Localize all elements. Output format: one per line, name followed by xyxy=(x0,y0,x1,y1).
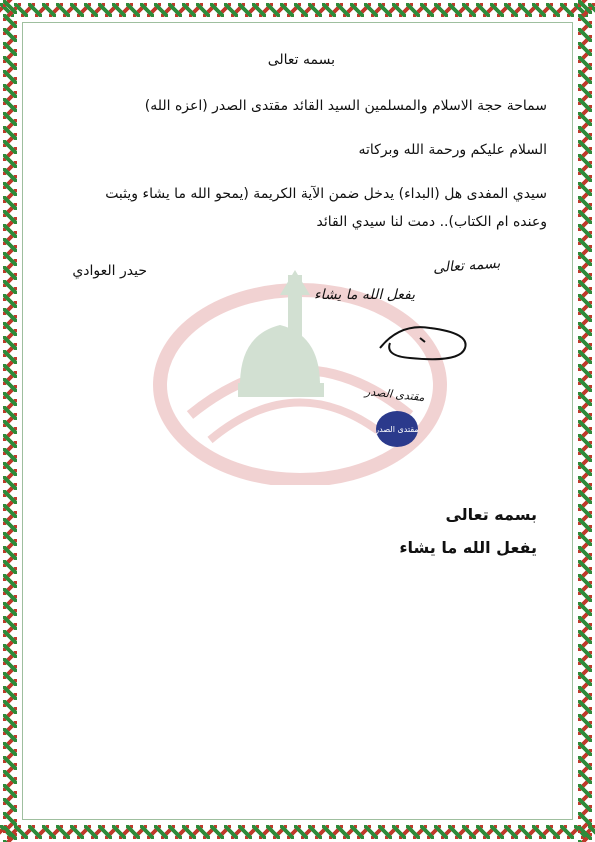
addressee-line: سماحة حجة الاسلام والمسلمين السيد القائد مقتدى الصدر (اعزه الله) xyxy=(144,98,547,114)
signature-name: مقتدى الصدر xyxy=(364,384,426,405)
basmala-heading: بسمه تعالى xyxy=(267,52,335,68)
seal-text: مقتدى الصدر xyxy=(375,424,419,434)
decorative-border-left xyxy=(0,0,20,842)
blue-seal-stamp xyxy=(376,411,418,447)
question-line-1: سيدي المفدى هل (البداء) يدخل ضمن الآية الكريمة (يمحو الله ما يشاء ويثبت xyxy=(105,186,547,202)
reply-answer: يفعل الله ما يشاء xyxy=(399,538,537,557)
handwritten-reply-line: يفعل الله ما يشاء xyxy=(314,287,415,303)
handwritten-signature xyxy=(370,318,480,378)
reply-basmala: بسمه تعالى xyxy=(445,505,537,524)
greeting-line: السلام عليكم ورحمة الله وبركاته xyxy=(358,142,547,158)
decorative-border-bottom xyxy=(0,822,595,842)
handwritten-basmala: بسمه تعالى xyxy=(432,255,501,277)
sender-name: حيدر العوادي xyxy=(72,263,147,279)
decorative-border-right xyxy=(575,0,595,842)
question-line-2: وعنده ام الكتاب).. دمت لنا سيدي القائد xyxy=(316,214,547,230)
decorative-border-top xyxy=(0,0,595,20)
